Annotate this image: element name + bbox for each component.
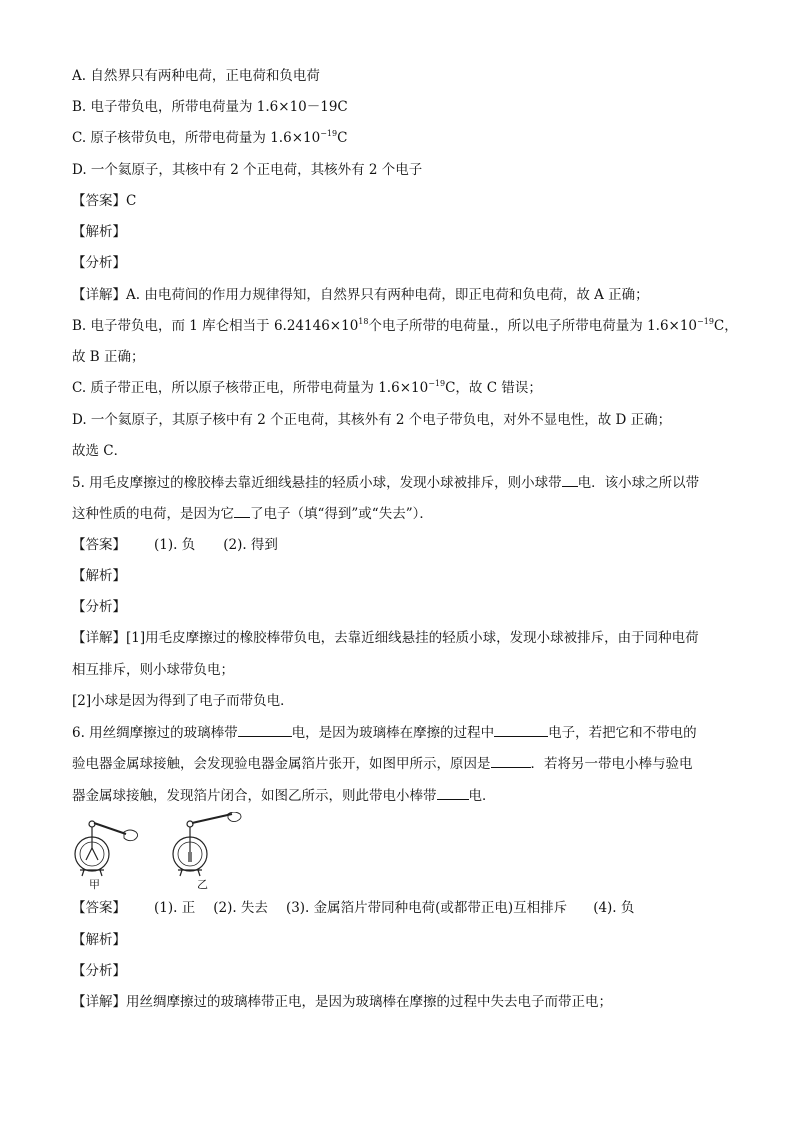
figure-label-jia: 甲 — [89, 878, 100, 891]
fenxi-tag: 【分析】 — [72, 599, 126, 615]
option-d: D. 一个氦原子，其核中有 2 个正电荷，其核外有 2 个电子 — [72, 162, 423, 178]
fenxi-tag: 【分析】 — [72, 963, 126, 979]
detail-b-2: 故 B 正确； — [72, 349, 145, 365]
q6-stem-3: 器金属球接触，发现箔片闭合，如图乙所示，则此带电小棒带 电． — [72, 785, 496, 806]
q5-stem-1: 5. 用毛皮摩擦过的橡胶棒去靠近细线悬挂的轻质小球，发现小球被排斥，则小球带 电．该小球之所以带 — [72, 472, 699, 493]
detail-b: B. 电子带负电，而 1 库仑相当于 $6.24146\times 10^{18}$个电子所带的电荷量.，所以电子所带电荷量为 $1.6\times 10^{-19}C$， — [72, 317, 738, 334]
figure-label-yi: 乙 — [197, 878, 208, 891]
detail-c: C. 质子带正电，所以原子核带正电，所带电荷量为 $1.6\times 10^{-19}C$，故 C 错误； — [72, 379, 542, 396]
detail-a: 【详解】A. 由电荷间的作用力规律得知，自然界只有两种电荷，即正电荷和负电荷，故 A 正确； — [72, 287, 649, 303]
q5-detail-1: 【详解】[1]用毛皮摩擦过的橡胶棒带负电，去靠近细线悬挂的轻质小球，发现小球被排斥，由于同种电荷 — [72, 630, 699, 646]
option-b: B. 电子带负电，所带电荷量为 1.6×10－19C — [72, 99, 348, 115]
choice-line: 故选 C． — [72, 443, 128, 459]
answer-line-q5: 【答案】 (1). 负 (2). 得到 — [72, 537, 278, 553]
answer-line-q6: 【答案】 (1). 正 (2). 失去 (3). 金属箔片带同种电荷(或都带正电)互相排斥 (4). 负 — [72, 900, 635, 916]
analysis-tag: 【解析】 — [72, 932, 126, 948]
blank — [491, 753, 531, 768]
analysis-tag: 【解析】 — [72, 568, 126, 584]
blank — [494, 722, 548, 737]
blank — [238, 722, 292, 737]
q5-stem-2: 这种性质的电荷，是因为它 了电子（填“得到”或“失去”）． — [72, 503, 433, 524]
blank — [562, 472, 578, 487]
q5-detail-3: [2]小球是因为得到了电子而带负电． — [72, 693, 294, 709]
q5-detail-2: 相互排斥，则小球带负电； — [72, 662, 234, 678]
answer-value: C — [126, 193, 137, 209]
fenxi-tag: 【分析】 — [72, 255, 126, 271]
q6-stem-1: 6. 用丝绸摩擦过的玻璃棒带 电，是因为玻璃棒在摩擦的过程中 电子，若把它和不带电的 — [72, 722, 697, 743]
answer-line-q4: 【答案】C — [72, 193, 137, 209]
option-a: A. 自然界只有两种电荷，正电荷和负电荷 — [72, 68, 320, 84]
electroscope-figure — [62, 812, 262, 892]
analysis-tag: 【解析】 — [72, 224, 126, 240]
q6-stem-2: 验电器金属球接触，会发现验电器金属箔片张开，如图甲所示，原因是 ．若将另一带电小棒与验电 — [72, 753, 693, 774]
q6-detail-1: 【详解】用丝绸摩擦过的玻璃棒带正电，是因为玻璃棒在摩擦的过程中失去电子而带正电； — [72, 994, 612, 1010]
foil-open-left — [86, 848, 92, 860]
blank — [437, 785, 469, 800]
detail-d: D. 一个氦原子，其原子核中有 2 个正电荷，其核外有 2 个电子带负电，对外不显电性，故 D 正确； — [72, 412, 672, 428]
foil-open-right — [92, 848, 98, 860]
option-c: C. 原子核带负电，所带电荷量为 $1.6\times 10^{-19}C$ — [72, 129, 348, 146]
blank — [234, 503, 250, 518]
